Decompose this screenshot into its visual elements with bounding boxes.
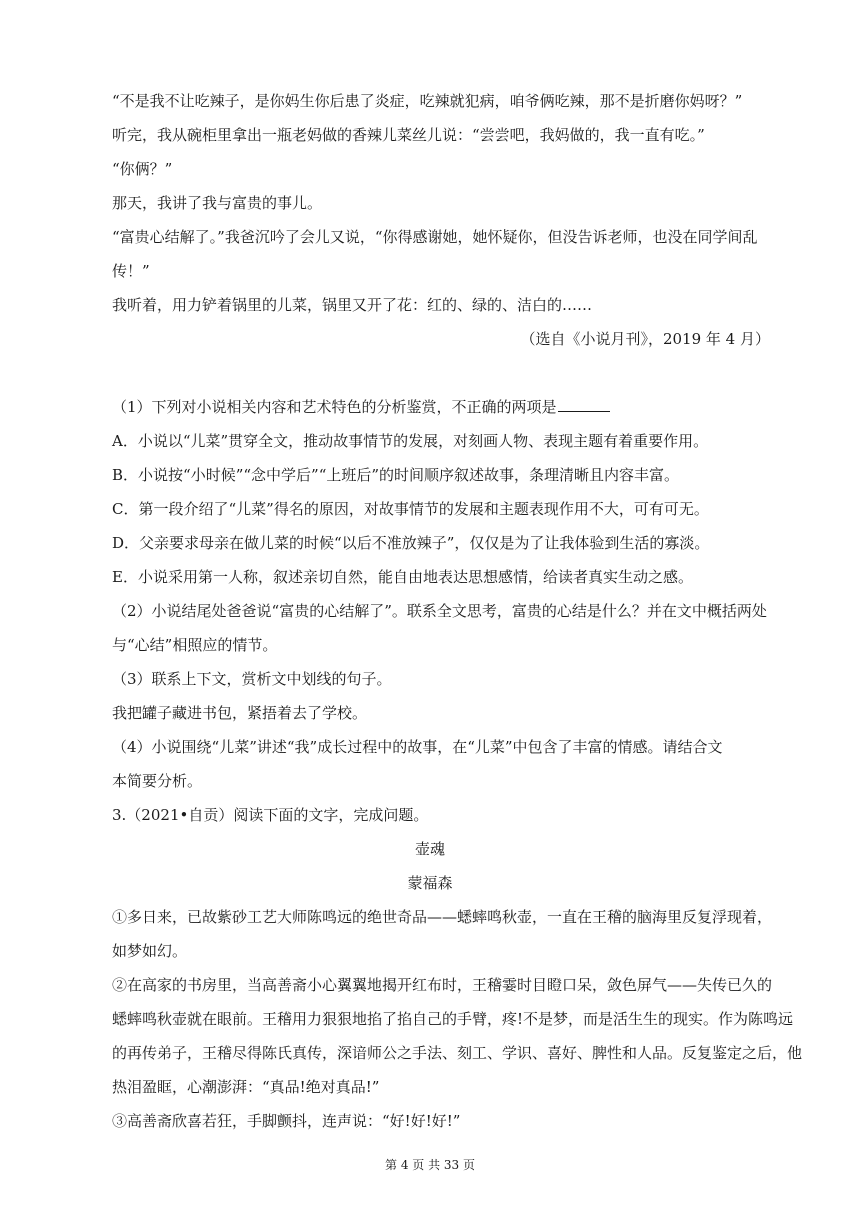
article-paragraph: ①多日来，已故紫砂工艺大师陈鸣远的绝世奇品——蟋蟀鸣秋壶，一直在王稽的脑海里反复浮现着， [112, 908, 773, 926]
story-paragraph-continued: 传！” [112, 262, 150, 280]
story-paragraph: “富贵心结解了。”我爸沉吟了会儿又说，“你得感谢她，她怀疑你，但没告诉老师，也没在同学间乱 [112, 228, 758, 246]
option-b: B．小说按“小时候”“念中学后”“上班后”的时间顺序叙述故事，条理清晰且内容丰富。 [112, 466, 680, 484]
story-paragraph: “不是我不让吃辣子，是你妈生你后患了炎症，吃辣就犯病，咱爷俩吃辣，那不是折磨你妈呀？” [112, 92, 743, 110]
story-paragraph: “你俩？” [112, 160, 173, 178]
question-1-text: （1）下列对小说相关内容和艺术特色的分析鉴赏，不正确的两项是 [112, 398, 557, 416]
section-3-heading: 3.（2021•自贡）阅读下面的文字，完成问题。 [112, 806, 429, 824]
question-3-sentence: 我把罐子藏进书包，紧捂着去了学校。 [112, 704, 368, 722]
question-1 [112, 396, 770, 418]
story-paragraph: 我听着，用力铲着锅里的儿菜，锅里又开了花：红的、绿的、洁白的…… [112, 296, 593, 314]
question-3: （3）联系上下文，赏析文中划线的句子。 [112, 670, 392, 688]
option-c: C．第一段介绍了“儿菜”得名的原因，对故事情节的发展和主题表现作用不大，可有可无。 [112, 500, 709, 518]
story-paragraph: 那天，我讲了我与富贵的事儿。 [112, 194, 323, 212]
option-a: A．小说以“儿菜”贯穿全文，推动故事情节的发展，对刻画人物、表现主题有着重要作用。 [112, 432, 709, 450]
question-4-continued: 本简要分析。 [112, 772, 203, 790]
answer-blank [558, 397, 610, 412]
article-paragraph-continued: 热泪盈眶，心潮澎湃：“真品!绝对真品!” [112, 1078, 380, 1096]
article-paragraph-continued: 蟋蟀鸣秋壶就在眼前。王稽用力狠狠地掐了掐自己的手臂，疼!不是梦，而是活生生的现实。作为陈鸣远 [112, 1010, 794, 1028]
source-citation: （选自《小说月刊》，2019 年 4 月） [520, 330, 770, 348]
article-paragraph: ②在高家的书房里，当高善斋小心翼翼地揭开红布时，王稽霎时目瞪口呆，敛色屏气——失传已久的 [112, 976, 773, 994]
article-title: 壶魂 [414, 840, 445, 858]
question-2-continued: 与“心结”相照应的情节。 [112, 636, 278, 654]
article-author: 蒙福森 [407, 874, 453, 892]
article-paragraph: ③高善斋欣喜若狂，手脚颤抖，连声说：“好!好!好!” [112, 1112, 461, 1130]
article-paragraph-continued: 如梦如幻。 [112, 942, 188, 960]
article-paragraph-continued: 的再传弟子，王稽尽得陈氏真传，深谙师公之手法、刻工、学识、喜好、脾性和人品。反复鉴定之后，他 [112, 1044, 803, 1062]
story-paragraph: 听完，我从碗柜里拿出一瓶老妈做的香辣儿菜丝儿说：“尝尝吧，我妈做的，我一直有吃。” [112, 126, 705, 144]
page-number: 第 4 页 共 33 页 [385, 1158, 475, 1172]
question-2: （2）小说结尾处爸爸说“富贵的心结解了”。联系全文思考，富贵的心结是什么？并在文中概括两处 [112, 602, 767, 620]
option-d: D．父亲要求母亲在做儿菜的时候“以后不准放辣子”，仅仅是为了让我体验到生活的寡淡。 [112, 534, 710, 552]
option-e: E．小说采用第一人称，叙述亲切自然，能自由地表达思想感情，给读者真实生动之感。 [112, 568, 693, 586]
question-4: （4）小说围绕“儿菜”讲述“我”成长过程中的故事，在“儿菜”中包含了丰富的情感。请结合文 [112, 738, 723, 756]
